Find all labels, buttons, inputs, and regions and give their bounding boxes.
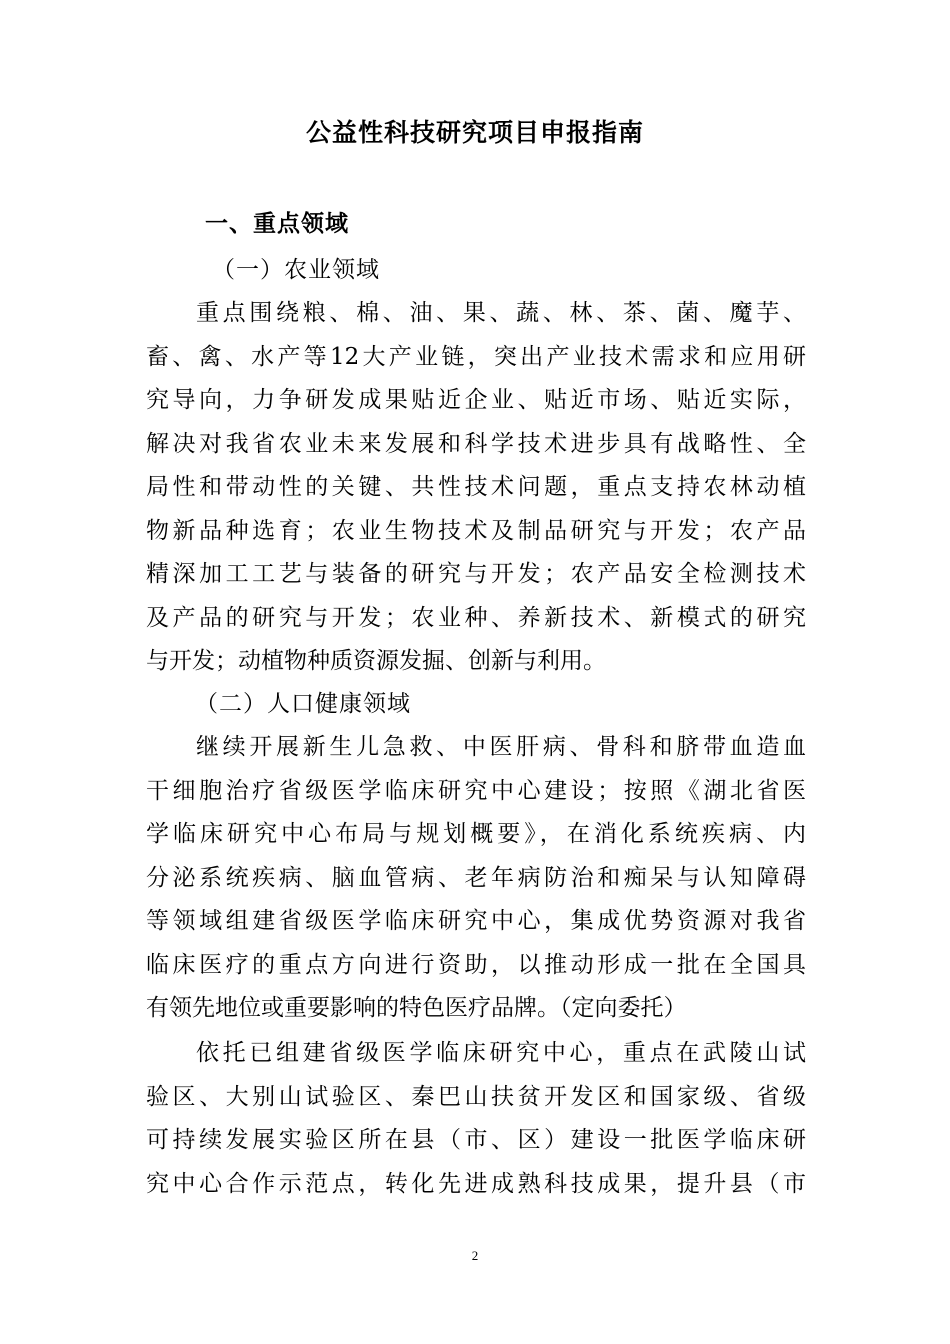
paragraph-line: 干细胞治疗省级医学临床研究中心建设；按照《湖北省医 bbox=[146, 777, 806, 804]
paragraph-line: 验区、大别山试验区、秦巴山扶贫开发区和国家级、省级 bbox=[146, 1083, 806, 1110]
paragraph-line: 物新品种选育；农业生物技术及制品研究与开发；农产品 bbox=[146, 517, 806, 544]
subsection-heading-health: （二）人口健康领域 bbox=[195, 691, 411, 717]
section-heading: 一、重点领域 bbox=[205, 211, 349, 237]
paragraph-line: 继续开展新生儿急救、中医肝病、骨科和脐带血造血 bbox=[196, 734, 806, 760]
paragraph-health-1 bbox=[146, 726, 806, 1031]
paragraph-line: 等领域组建省级医学临床研究中心，集成优势资源对我省 bbox=[146, 908, 806, 934]
page-number: 2 bbox=[471, 1248, 479, 1263]
paragraph-line: 依托已组建省级医学临床研究中心，重点在武陵山试 bbox=[196, 1040, 806, 1066]
paragraph-health-2 bbox=[146, 1032, 806, 1206]
paragraph-line: 有领先地位或重要影响的特色医疗品牌。（定向委托） bbox=[146, 995, 687, 1021]
paragraph-agriculture bbox=[146, 292, 806, 684]
paragraph-line: 学临床研究中心布局与规划概要》，在消化系统疾病、内 bbox=[146, 821, 806, 847]
paragraph-line: 重点围绕粮、棉、油、果、蔬、林、茶、菌、魔芋、 bbox=[196, 300, 806, 326]
paragraph-line: 究中心合作示范点，转化先进成熟科技成果，提升县（市 bbox=[146, 1170, 806, 1197]
paragraph-line: 及产品的研究与开发；农业种、养新技术、新模式的研究 bbox=[146, 604, 806, 631]
paragraph-line: 解决对我省农业未来发展和科学技术进步具有战略性、全 bbox=[146, 430, 806, 457]
paragraph-line: 局性和带动性的关键、共性技术问题，重点支持农林动植 bbox=[146, 474, 806, 500]
document-title: 公益性科技研究项目申报指南 bbox=[305, 118, 644, 147]
paragraph-line: 畜、禽、水产等12大产业链，突出产业技术需求和应用研 bbox=[146, 343, 806, 370]
paragraph-line: 与开发；动植物种质资源发掘、创新与利用。 bbox=[146, 648, 606, 674]
paragraph-line: 临床医疗的重点方向进行资助，以推动形成一批在全国具 bbox=[146, 951, 806, 978]
paragraph-line: 精深加工工艺与装备的研究与开发；农产品安全检测技术 bbox=[146, 561, 806, 587]
subsection-heading-agriculture: （一）农业领域 bbox=[212, 257, 380, 283]
paragraph-line: 可持续发展实验区所在县（市、区）建设一批医学临床研 bbox=[146, 1127, 806, 1153]
paragraph-line: 分泌系统疾病、脑血管病、老年病防治和痴呆与认知障碍 bbox=[146, 864, 806, 891]
paragraph-line: 究导向，力争研发成果贴近企业、贴近市场、贴近实际， bbox=[146, 387, 806, 413]
